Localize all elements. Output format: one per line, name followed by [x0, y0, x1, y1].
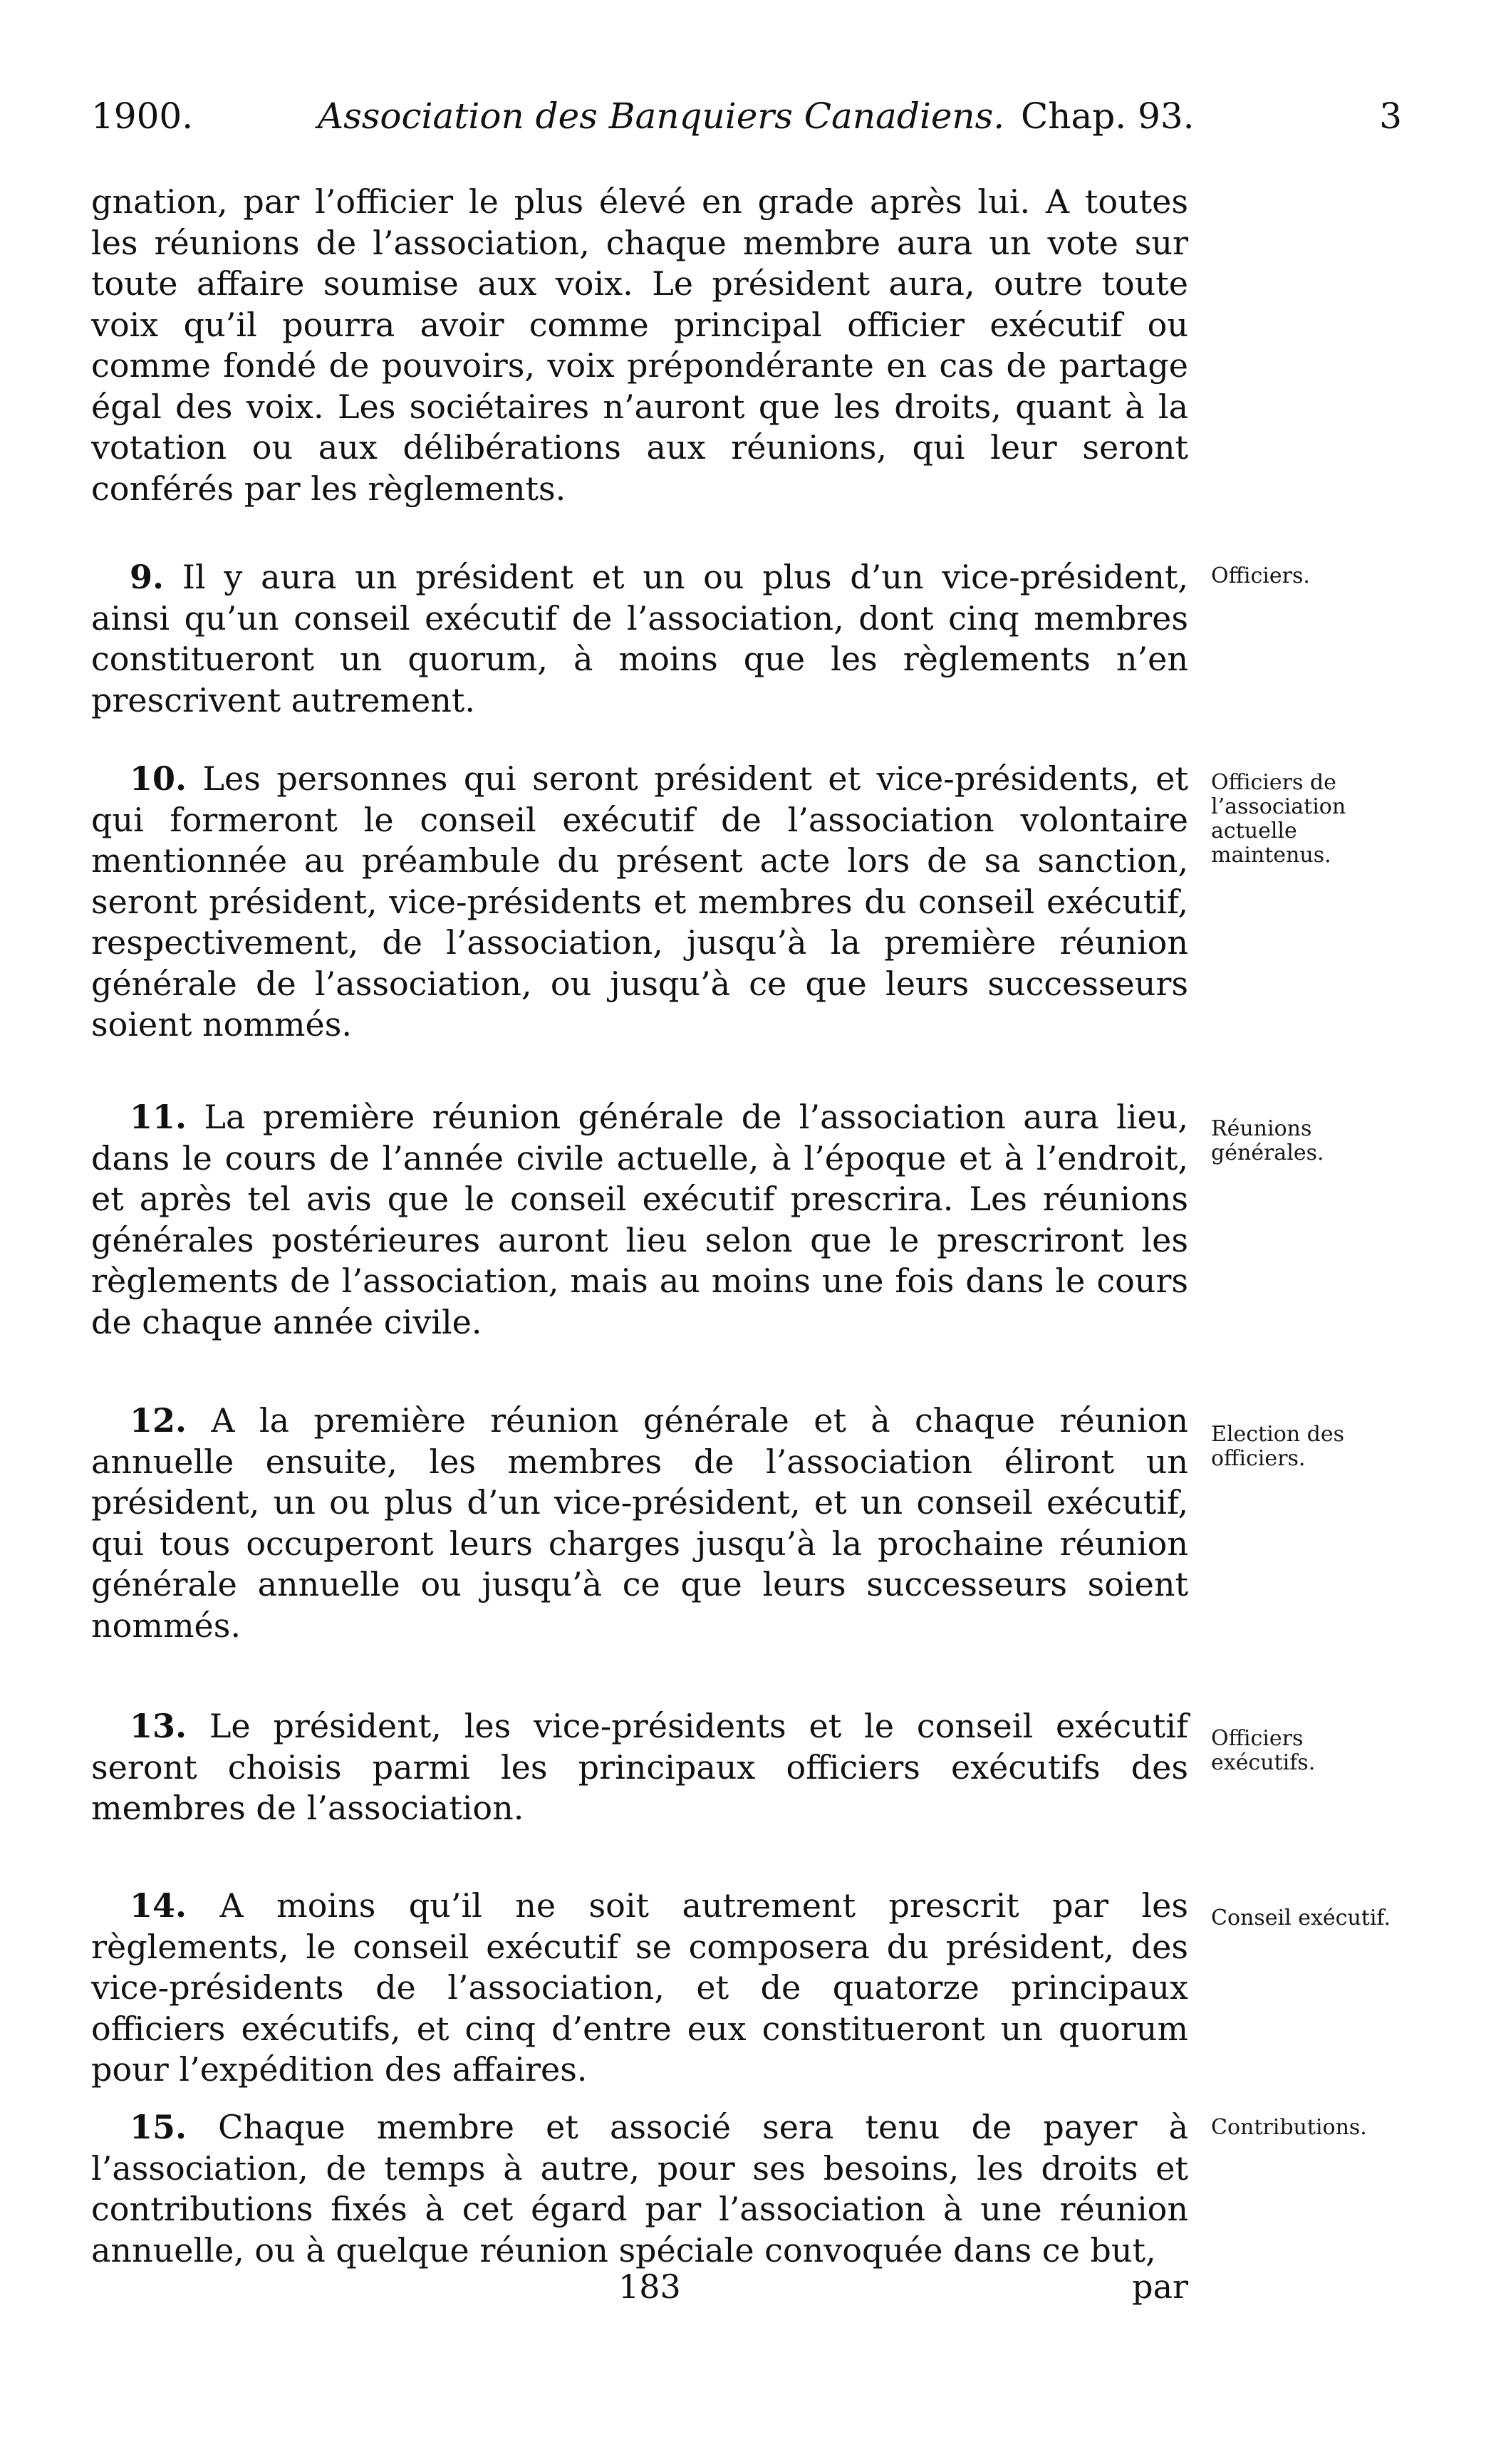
header-chapter: Chap. 93.	[1021, 95, 1195, 137]
catchword: par	[1132, 2267, 1188, 2306]
folio-number: 183	[618, 2267, 681, 2306]
section-14	[91, 1886, 1188, 2091]
section-text: A la première réunion générale et à chaque réunion annuelle ensuite, les membres de l’association éliront un président, un ou plus d’un vice-président, et un conseil exécutif, qui tous occuperont leurs charges jusqu’à la prochaine réunion générale annuelle ou jusqu’à ce que leurs successeurs soient nommés.	[91, 1401, 1188, 1645]
section-text: Chaque membre et associé sera tenu de payer à l’association, de temps à autre, pour ses besoins, les droits et contributions fixés à cet égard par l’association à une réunion annuelle, ou à quelque réunion spéciale convoquée dans ce but,	[91, 2108, 1188, 2270]
section-number: 13.	[130, 1707, 187, 1745]
section-10	[91, 759, 1188, 1046]
section-text: A moins qu’il ne soit autrement prescrit par les règlements, le conseil exécutif se composera du président, des vice-présidents de l’association, et de quatorze principaux officiers exécutifs, et cinq d’entre eux constitueront un quorum pour l’expédition des affaires.	[91, 1886, 1188, 2089]
margin-note-section-14: Conseil exécutif.	[1211, 1906, 1391, 1930]
section-text: La première réunion générale de l’association aura lieu, dans le cours de l’année civile actuelle, à l’époque et à l’endroit, et après tel avis que le conseil exécutif prescrira. Les réunions générales postérieures auront lieu selon que le prescriront les règlements de l’association, mais au moins une fois dans le cours de chaque année civile.	[91, 1098, 1188, 1341]
section-15	[91, 2107, 1188, 2271]
margin-note-section-10: Officiers de l’association actuelle maintenus.	[1211, 770, 1346, 868]
section-13	[91, 1706, 1188, 1829]
header-title: Association des Banquiers Canadiens.	[318, 95, 1005, 137]
header-year: 1900.	[91, 95, 194, 137]
margin-note-section-15: Contributions.	[1211, 2115, 1367, 2140]
page-footer	[91, 2265, 1188, 2308]
section-11	[91, 1097, 1188, 1343]
section-text: Les personnes qui seront président et vice-présidents, et qui formeront le conseil exécutif de l’association volontaire mentionnée au préambule du présent acte lors de sa sanction, seront président, vice-présidents et membres du conseil exécutif, respectivement, de l’association, jusqu’à la première réunion générale de l’association, ou jusqu’à ce que leurs successeurs soient nommés.	[91, 759, 1188, 1044]
section-text: Il y aura un président et un ou plus d’un vice-président, ainsi qu’un conseil exécutif de l’association, dont cinq membres constitueront un quorum, à moins que les règlements n’en prescrivent autrement.	[91, 558, 1188, 719]
header-page-number: 3	[1379, 95, 1402, 137]
section-number: 11.	[130, 1098, 187, 1136]
continuation-text: gnation, par l’officier le plus élevé en grade après lui. A toutes les réunions de l’association, chaque membre aura un vote sur toute affaire soumise aux voix. Le président aura, outre toute voix qu’il pourra avoir comme principal officier exécutif ou comme fondé de pouvoirs, voix prépondérante en cas de partage égal des voix. Les sociétaires n’auront que les droits, quant à la votation ou aux délibérations aux réunions, qui leur seront conférés par les règlements.	[91, 182, 1188, 508]
margin-note-section-11: Réunions générales.	[1211, 1116, 1324, 1165]
section-12	[91, 1400, 1188, 1646]
running-header	[91, 91, 1402, 141]
section-number: 10.	[130, 759, 187, 798]
margin-note-section-9: Officiers.	[1211, 563, 1310, 588]
section-number: 15.	[130, 2108, 187, 2146]
section-number: 12.	[130, 1401, 187, 1440]
margin-note-section-13: Officiers exécutifs.	[1211, 1726, 1316, 1775]
section-number: 14.	[130, 1886, 187, 1925]
margin-note-section-12: Election des officiers.	[1211, 1422, 1344, 1471]
section-9	[91, 557, 1188, 721]
section-number: 9.	[130, 558, 165, 596]
continuation-paragraph	[91, 182, 1188, 509]
section-text: Le président, les vice-présidents et le conseil exécutif seront choisis parmi les principaux officiers exécutifs des membres de l’association.	[91, 1707, 1188, 1827]
